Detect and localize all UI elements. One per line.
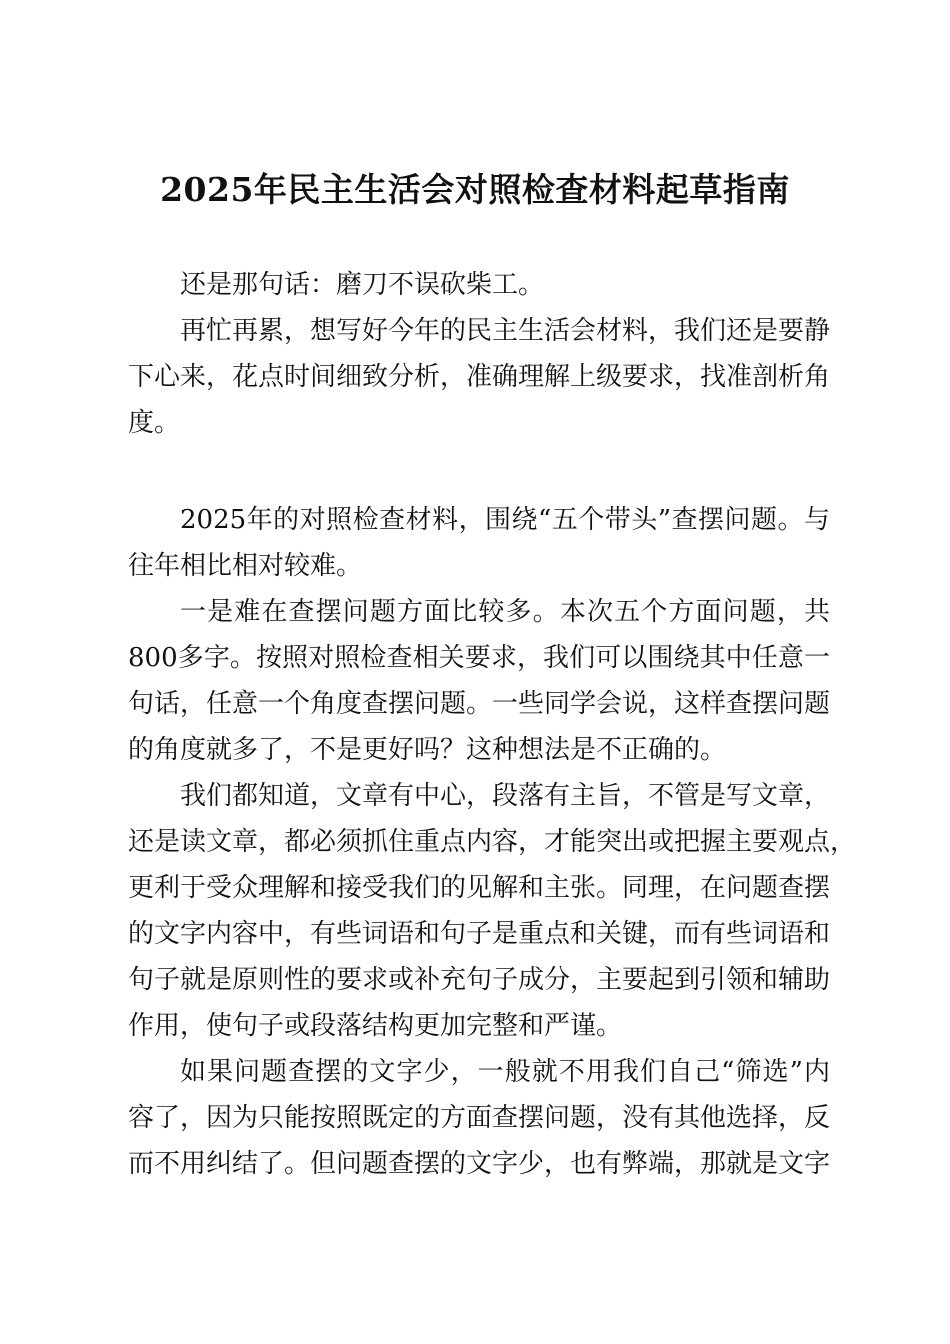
text-line: 下心来，花点时间细致分析，准确理解上级要求，找准剖析角 [128,362,831,392]
text-line: 作用，使句子或段落结构更加完整和严谨。 [128,1011,623,1041]
paragraph [128,1049,830,1187]
text-line: 更利于受众理解和接受我们的见解和主张。同理，在问题查摆 [128,873,831,903]
text-line: 800多字。按照对照检查相关要求，我们可以围绕其中任意一 [128,643,830,673]
text-line: 我们都知道，文章有中心，段落有主旨，不管是写文章， [180,781,831,811]
text-line: 还是那句话：磨刀不误砍柴工。 [180,270,545,300]
paragraph [128,497,830,589]
text-line: 一是难在查摆问题方面比较多。本次五个方面问题，共 [180,597,830,627]
text-line: 还是读文章，都必须抓住重点内容，才能突出或把握主要观点， [128,827,857,857]
text-line: 的角度就多了，不是更好吗？这种想法是不正确的。 [128,735,727,765]
paragraph [128,773,857,1049]
text-line: 2025年的对照检查材料，围绕“五个带头”查摆问题。与 [180,505,830,535]
intro-section [128,262,830,446]
paragraph [128,262,830,308]
text-line: 容了，因为只能按照既定的方面查摆问题，没有其他选择，反 [128,1103,831,1133]
text-line: 句子就是原则性的要求或补充句子成分，主要起到引领和辅助 [128,965,831,995]
text-line: 往年相比相对较难。 [128,551,363,581]
paragraph [128,589,830,773]
text-line: 的文字内容中，有些词语和句子是重点和关键，而有些词语和 [128,919,831,949]
text-line: 再忙再累，想写好今年的民主生活会材料，我们还是要静 [180,316,831,346]
text-line: 而不用纠结了。但问题查摆的文字少，也有弊端，那就是文字 [128,1149,831,1179]
text-line: 度。 [128,408,181,438]
document-title: 2025年民主生活会对照检查材料起草指南 [160,170,790,209]
paragraph [128,308,830,446]
text-line: 句话，任意一个角度查摆问题。一些同学会说，这样查摆问题 [128,689,831,719]
text-line: 如果问题查摆的文字少，一般就不用我们自己“筛选”内 [180,1057,830,1087]
body-section [128,497,857,1187]
